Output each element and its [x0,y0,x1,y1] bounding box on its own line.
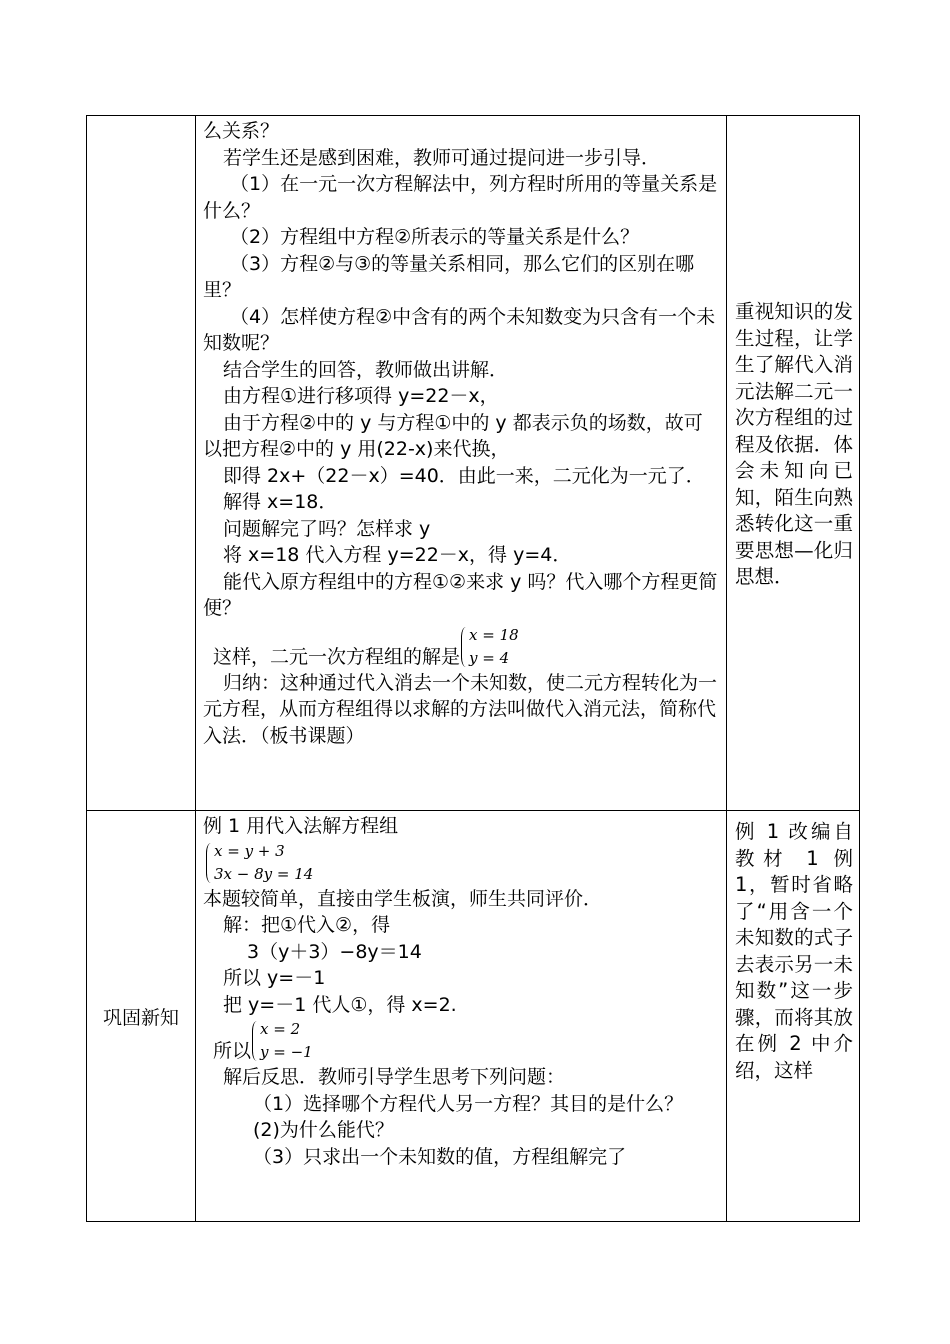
solution-line [203,624,720,670]
text-line: 即得 2x+（22－x）=40．由此一来，二元化为一元了． [223,464,705,487]
text-line: 将 x=18 代入方程 y=22－x，得 y=4． [223,544,572,566]
table-row [87,811,860,1222]
equation: y = −1 [260,1043,313,1061]
text-line: （3）只求出一个未知数的值，方程组解完了 [253,1145,627,1168]
text-line: 能代入原方程组中的方程①②来求 y 吗？代入哪个方程更简便？ [203,570,718,619]
equation-line: 3（y＋3）−8y＝14 [247,940,422,963]
text-line: （3）方程②与③的等量关系相同，那么它们的区别在哪里？ [203,252,695,301]
text-line: 问题解完了吗？怎样求 y [223,517,431,540]
section-label: 巩固新知 [87,811,196,1222]
text-line: （1）在一元一次方程解法中，列方程时所用的等量关系是什么？ [203,173,718,222]
equation: x = 18 [469,625,519,644]
text-line: 解：把①代入②，得 [223,914,391,936]
example-title: 例 1 用代入法解方程组 [203,815,399,837]
equation: 3x − 8y = 14 [214,864,314,883]
text-line: （4）怎样使方程②中含有的两个未知数变为只含有一个未知数呢？ [203,305,716,354]
text-line: 由方程①进行移项得 y=22－x， [223,385,499,407]
solution-prefix: 这样，二元一次方程组的解是 [213,645,461,668]
text-line: 结合学生的回答，教师做出讲解． [223,358,509,381]
row1-note-cell [727,116,860,811]
text-line: （2）方程组中方程②所表示的等量关系是什么？ [230,226,640,248]
side-note: 例 1 改编自教材 1 例 1，暂时省略了“用含一个未知数的式子去表示另一未知数”这一步骤，而将其放在例 2 中介绍，这样 [735,820,853,1082]
final-system [251,1018,313,1064]
summary-text: 归纳：这种通过代入消去一个未知数，使二元方程转化为一元方程，从而方程组得以求解的方法叫做代入消元法，简称代入法．（板书课题） [203,671,718,747]
text-line: 么关系？ [203,120,280,142]
final-solution-line [203,1018,720,1064]
equation: y = 4 [469,648,510,667]
example-system-wrap [203,840,720,886]
text-line: 把 y=－1 代人①，得 x=2. [223,993,457,1016]
text-line: 由于方程②中的 y 与方程①中的 y 都表示负的场数，故可以把方程②中的 y 用(22-x)来代换， [203,411,703,460]
side-note: 重视知识的发生过程，让学生了解代入消元法解二元一次方程组的过程及依据．体会未知向已知，陌生向熟悉转化这一重要思想—化归思想． [735,300,853,588]
row1-content-cell [196,116,727,811]
lesson-table [86,115,860,1222]
text-line: （1）选择哪个方程代人另一方程？其目的是什么？ [253,1092,684,1115]
example-system [205,840,313,886]
equation: x = y + 3 [214,841,285,860]
row2-note-cell [727,811,860,1222]
text-line: 解后反思．教师引导学生思考下列问题： [223,1066,566,1088]
equation: x = 2 [260,1020,301,1038]
text-line: 解得 x=18． [223,491,338,513]
text-line: (2)为什么能代？ [253,1119,394,1141]
text-line: 所以 y=－1 [223,967,326,989]
solution-system [460,624,519,670]
row2-content-cell [196,811,727,1222]
table-row [87,116,860,811]
row1-label-cell [87,116,196,811]
text-line: 本题较简单，直接由学生板演，师生共同评价． [203,887,603,910]
final-prefix: 所以 [213,1040,252,1062]
text-line: 若学生还是感到困难，教师可通过提问进一步引导． [223,146,661,169]
